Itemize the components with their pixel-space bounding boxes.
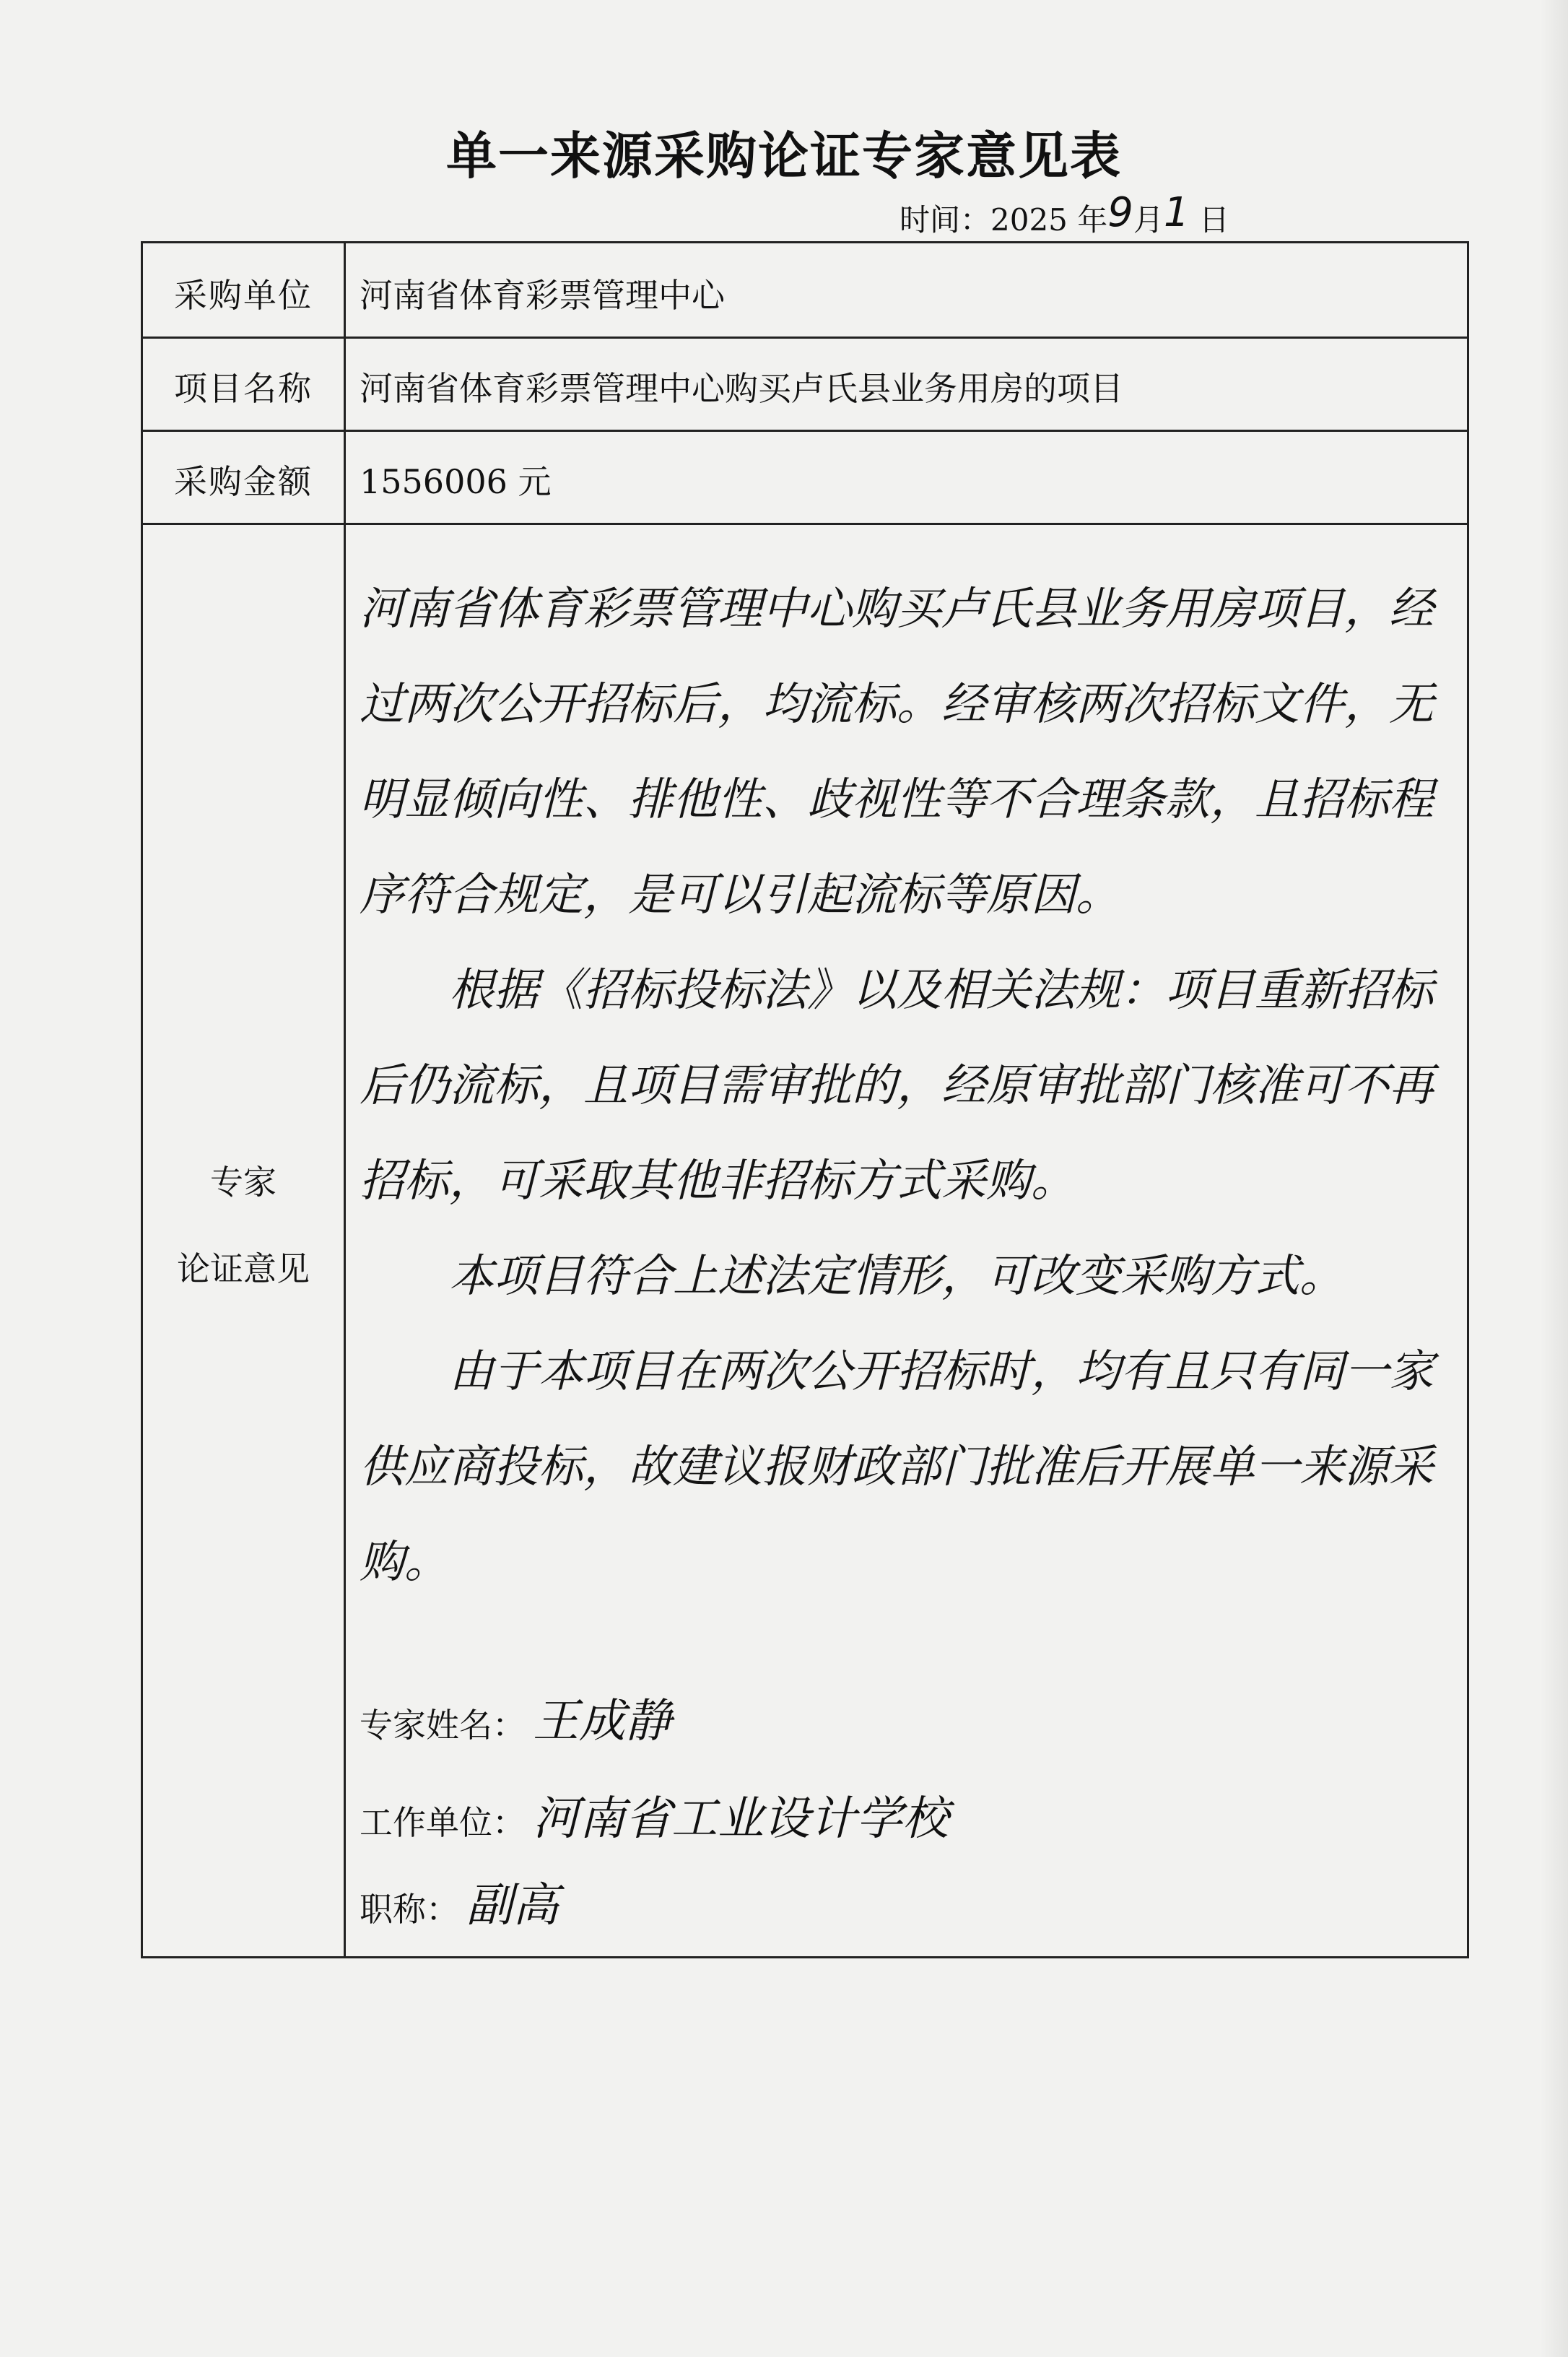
opinion-paragraph: 根据《招标投标法》以及相关法规：项目重新招标后仍流标，且项目需审批的，经原审批部门核准可不再招标，可采取其他非招标方式采购。: [360, 963, 1434, 1207]
opinion-paragraph: 本项目符合上述法定情形，可改变采购方式。: [449, 1249, 1345, 1302]
expert-opinion-handwritten: [360, 561, 1442, 1610]
expert-name-row: [360, 1684, 671, 1750]
project-name-label: 项目名称: [174, 369, 313, 408]
date-month-label: 月: [1133, 202, 1164, 238]
opinion-label-line2: 论证意见: [177, 1249, 310, 1288]
project-name-value: 河南省体育彩票管理中心购买卢氏县业务用房的项目: [360, 369, 1123, 408]
work-unit-row: [360, 1781, 949, 1848]
expert-name-signature: 王成静: [533, 1695, 671, 1748]
row-divider: [143, 523, 1467, 525]
date-day-handwritten: 1: [1163, 189, 1190, 236]
purchaser-value: 河南省体育彩票管理中心: [360, 276, 725, 315]
date-line: [900, 189, 1229, 240]
professional-title-value: 副高: [466, 1879, 559, 1932]
work-unit-value: 河南省工业设计学校: [533, 1792, 949, 1846]
column-divider: [344, 243, 346, 1956]
date-prefix: 时间：2025 年: [900, 202, 1108, 238]
work-unit-label: 工作单位：: [360, 1803, 526, 1842]
date-month-handwritten: 9: [1107, 189, 1133, 236]
row-divider: [143, 430, 1467, 432]
expert-name-label: 专家姓名：: [360, 1706, 526, 1745]
amount-value: 1556006 元: [360, 462, 552, 501]
opinion-paragraph: 由于本项目在两次公开招标时，均有且只有同一家供应商投标，故建议报财政部门批准后开展单一来源采购。: [360, 1345, 1434, 1588]
opinion-label: [143, 1139, 344, 1312]
page-title: 单一来源采购论证专家意见表: [446, 126, 1122, 186]
purchaser-label: 采购单位: [174, 276, 313, 315]
opinion-label-line1: 专家: [210, 1163, 276, 1202]
opinion-paragraph: 河南省体育彩票管理中心购买卢氏县业务用房项目，经过两次公开招标后，均流标。经审核两次招标文件，无明显倾向性、排他性、歧视性等不合理条款，且招标程序符合规定，是可以引起流标等原因。: [360, 582, 1434, 921]
form-table: [141, 241, 1469, 1958]
row-divider: [143, 337, 1467, 339]
professional-title-label: 职称：: [360, 1890, 459, 1929]
amount-label: 采购金额: [174, 462, 313, 501]
date-day-label: 日: [1198, 202, 1229, 238]
scan-edge-shadow: [1539, 0, 1568, 2357]
title-row: [360, 1868, 559, 1935]
